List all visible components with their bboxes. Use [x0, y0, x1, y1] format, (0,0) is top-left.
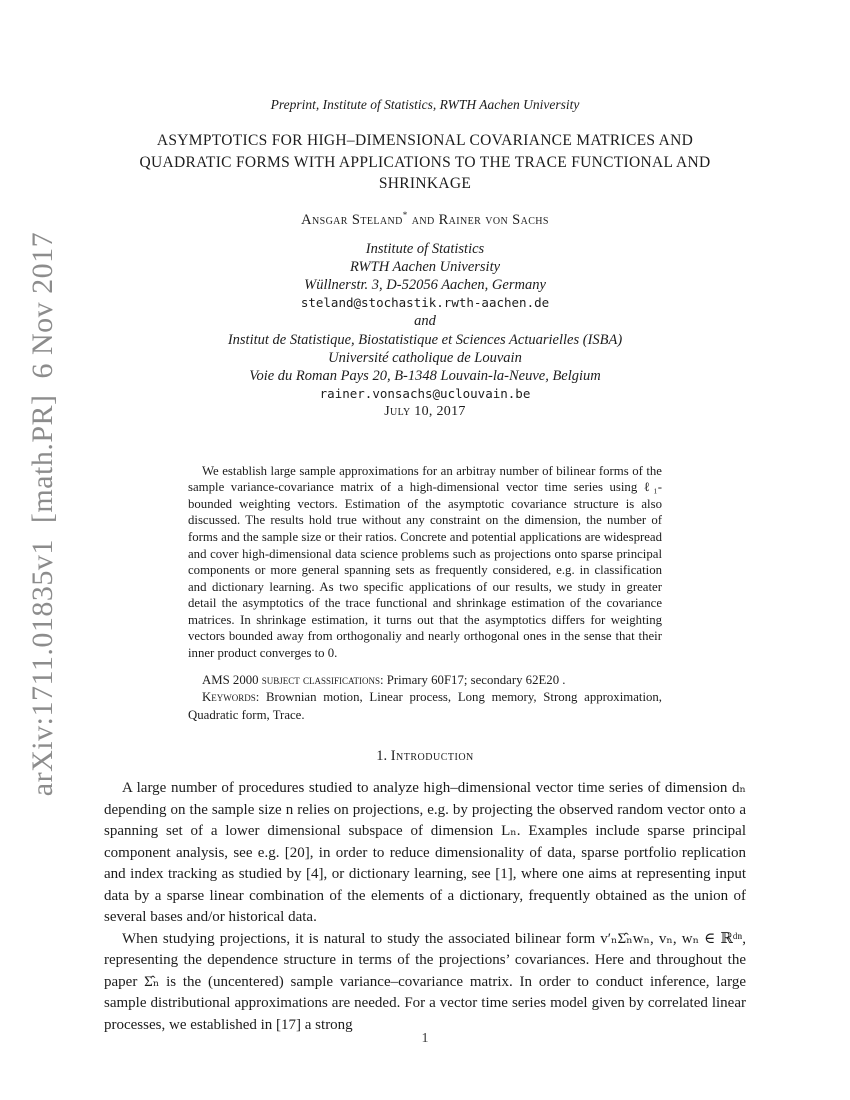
intro-paragraph-1: A large number of procedures studied to analyze high–dimensional vector time series of dimension dₙ depending on the sample size n relies on projections, e.g. by projecting the observed random vector onto a spanning set of a lower dimensional subspace of dimension Lₙ. Examples include sparse principal component analysis, see e.g. [20], in order to reduce dimensionality of data, sparse portfolio replication and index tracking as studied by [4], or dictionary learning, see [1], where one aims at representing input data by a sparse linear combination of the elements of a dictionary, frequently obtained as the union of several bases and/or historical data. [104, 780, 746, 926]
ams-classification-line [188, 672, 662, 690]
preprint-header-line: Preprint, Institute of Statistics, RWTH Aachen University [270, 97, 580, 112]
introduction-body [104, 778, 746, 1036]
abstract-paragraph: We establish large sample approximations for an arbitray number of bilinear forms of the sample variance-covariance matrix of a high-dimensional vector time series using ℓ₁-bounded weighting vectors. Estimation of the asymptotic covariance structure is also discussed. The results hold true without any constraint on the dimension, the number of forms and the sample size or their ratios. Concrete and potential applications are widespread and cover high-dimensional data science problems such as projections onto sparse principal components or more general spanning sets as frequently considered, e.g. in classification and dictionary learning. As two specific applications of our results, we study in greater detail the asymptotics of the trace functional and shrinkage estimation of the covariance matrices. In shrinkage estimation, it turns out that the asymptotics differs for weighting vectors bounded away from orthogonaliy and nearly orthogonal ones in the sense that their inner product converges to 0. [188, 463, 662, 661]
affiliation-institute-2: Institut de Statistique, Biostatistique et Sciences Actuarielles (ISBA) [227, 331, 623, 348]
ams-prefix: AMS 2000 [202, 672, 262, 687]
title-line-2: QUADRATIC FORMS WITH APPLICATIONS TO THE TRACE FUNCTIONAL AND [139, 153, 711, 171]
intro-paragraph-2: When studying projections, it is natural to study the associated bilinear form v′ₙΣ̂ₙwₙ, vₙ, wₙ ∈ ℝᵈⁿ, representing the dependence structure in terms of the projections’ covariances. Here and throughout the paper Σ̂ₙ is the (uncentered) sample variance–covariance matrix. In order to conduct inference, large sample distributional approximations are needed. For a vector time series model given by correlated linear processes, we established in [17] a strong [104, 930, 746, 1033]
ams-values: Primary 60F17; secondary 62E20 . [383, 672, 566, 687]
title-line-1: ASYMPTOTICS FOR HIGH–DIMENSIONAL COVARIANCE MATRICES AND [156, 132, 694, 149]
paper-title [95, 130, 755, 195]
title-line-3: SHRINKAGE [378, 175, 472, 192]
affiliation-university-2: Université catholique de Louvain [328, 349, 522, 366]
section-heading-introduction [0, 748, 850, 765]
ams-label: subject classifications: [261, 672, 384, 687]
section-title: Introduction [390, 748, 474, 765]
section-number: 1. [376, 748, 388, 765]
arxiv-watermark: arXiv:1711.01835v1 [math.PR] 6 Nov 2017 [26, 231, 59, 797]
affiliation-institute: Institute of Statistics [365, 240, 485, 257]
affiliation-address-2: Voie du Roman Pays 20, B-1348 Louvain-la-Neuve, Belgium [249, 367, 601, 384]
paper-date: July 10, 2017 [384, 404, 466, 420]
keywords-values: Brownian motion, Linear process, Long memory, Strong approximation, Quadratic form, Trace. [188, 690, 662, 722]
author-footnote-mark: * [402, 209, 408, 220]
keywords-line [188, 689, 662, 724]
abstract [188, 463, 662, 662]
author-email-2: rainer.vonsachs@uclouvain.be [319, 386, 531, 402]
affiliation-address-1: Wüllnerstr. 3, D-52056 Aachen, Germany [304, 276, 546, 293]
page-number: 1 [421, 1031, 429, 1046]
affiliation-block [0, 240, 850, 422]
author-name-1: Ansgar Steland [301, 211, 403, 228]
authors-line [0, 209, 850, 229]
authors-connector: and [407, 211, 439, 228]
keywords-label: Keywords: [202, 690, 260, 705]
author-name-2: Rainer von Sachs [438, 211, 549, 228]
affiliation-university: RWTH Aachen University [349, 258, 501, 275]
author-email-1: steland@stochastik.rwth-aachen.de [300, 295, 550, 311]
affiliation-and: and [414, 313, 436, 330]
classification-keywords-block [188, 672, 662, 725]
